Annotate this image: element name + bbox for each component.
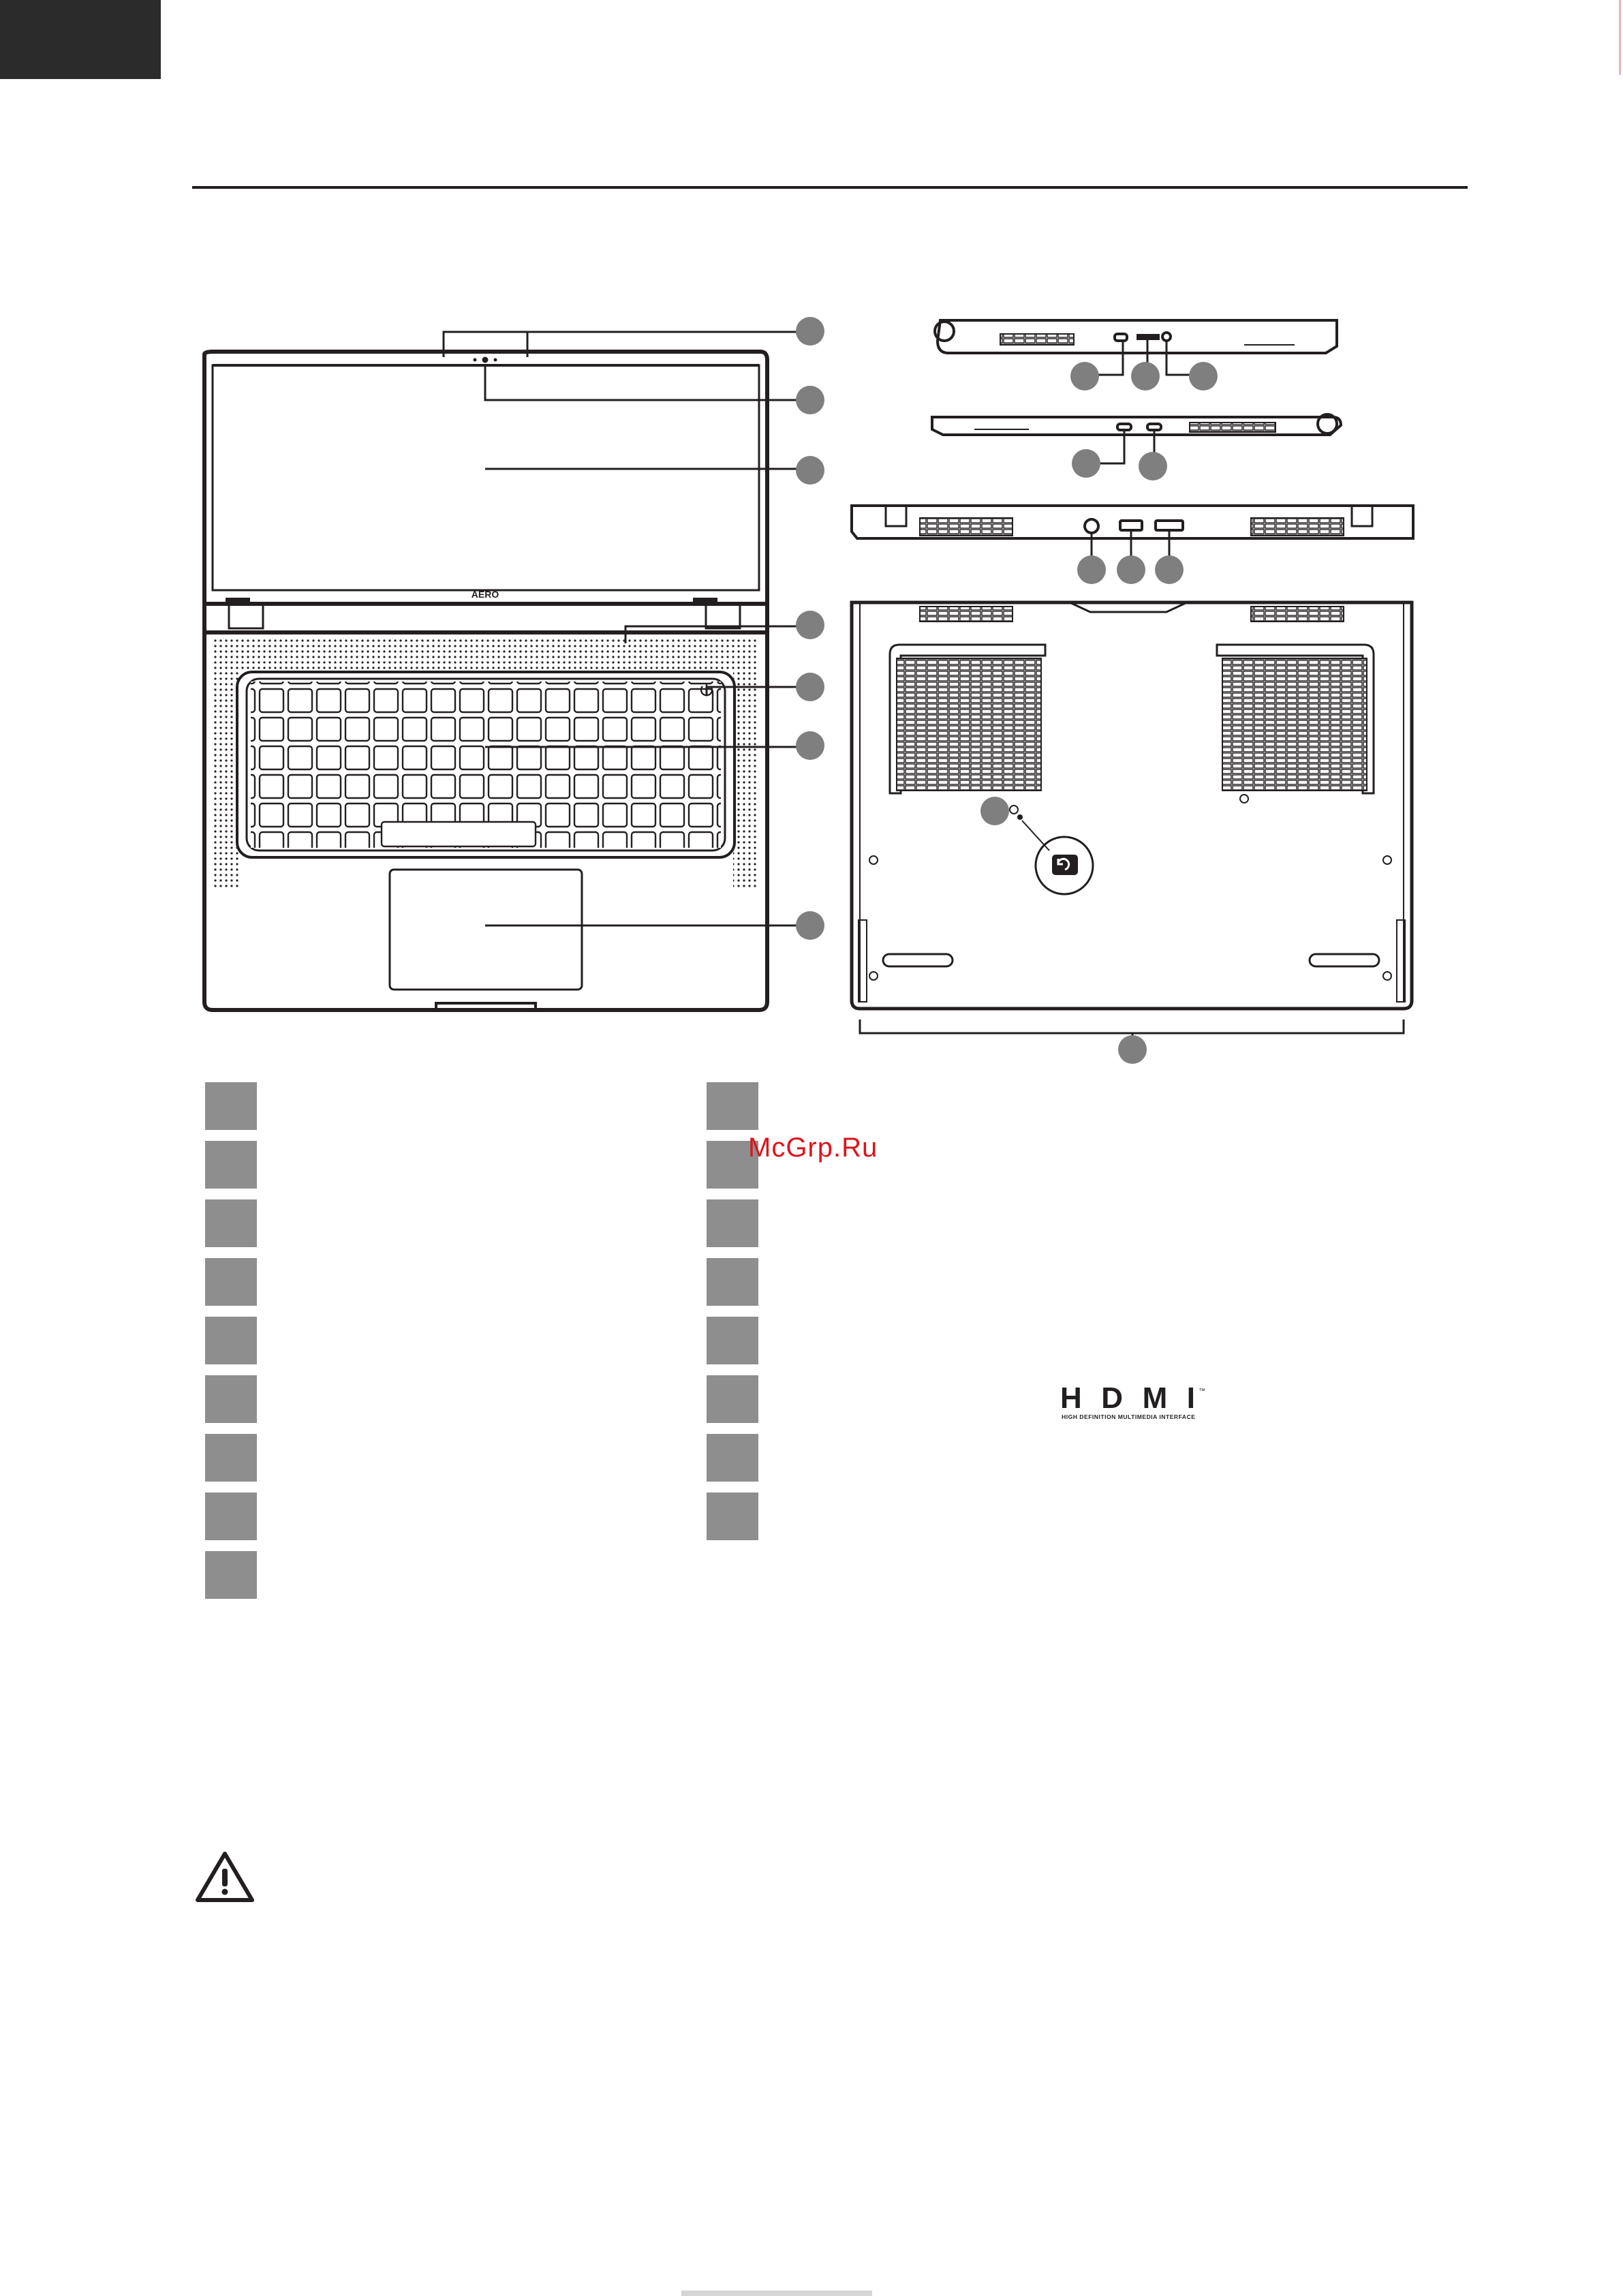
hdmi-trademark: ™ <box>1199 1388 1205 1395</box>
laptop-top-view <box>204 352 767 1010</box>
laptop-rear-view <box>852 506 1413 538</box>
legend-marker <box>205 1258 257 1306</box>
legend-marker <box>205 1375 257 1423</box>
laptop-left-side-view <box>932 414 1341 435</box>
watermark-text: McGrp.Ru <box>748 1133 878 1163</box>
laptop-bottom-view <box>852 602 1412 1009</box>
legend-marker <box>707 1258 758 1306</box>
footer-artifact <box>681 2286 872 2296</box>
screen-logo: AERO <box>471 589 499 600</box>
legend-marker <box>707 1375 758 1423</box>
legend-marker <box>205 1493 257 1540</box>
legend-marker <box>205 1551 257 1599</box>
legend-marker <box>205 1434 257 1482</box>
battery-reset-icon <box>1053 856 1077 874</box>
laptop-right-side-view <box>935 320 1337 353</box>
hdmi-tagline: HIGH DEFINITION MULTIMEDIA INTERFACE <box>1062 1413 1195 1420</box>
legend-marker <box>205 1199 257 1247</box>
hdmi-logo <box>1060 1383 1210 1424</box>
legend-marker <box>205 1317 257 1364</box>
legend-marker <box>707 1317 758 1364</box>
legend-marker <box>205 1141 257 1189</box>
warning-triangle-icon <box>195 1851 255 1904</box>
legend-marker <box>707 1082 758 1130</box>
laptop-diagram <box>0 0 1623 1090</box>
legend-marker <box>205 1082 257 1130</box>
legend-marker <box>707 1199 758 1247</box>
hdmi-wordmark: HDMI <box>1060 1383 1196 1415</box>
legend-marker <box>707 1434 758 1482</box>
legend-marker <box>707 1493 758 1540</box>
